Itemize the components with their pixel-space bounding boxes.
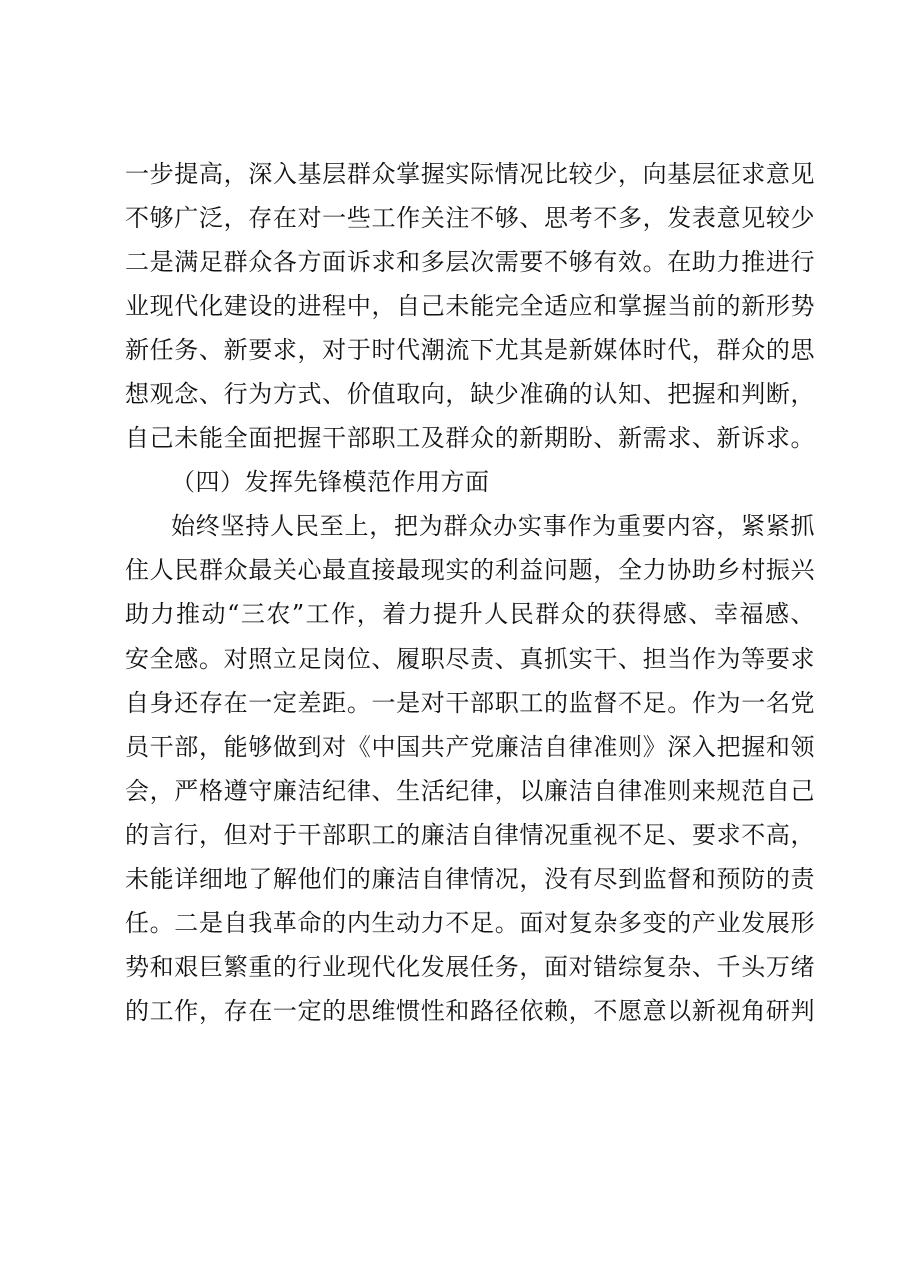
paragraph-line: 安全感。对照立足岗位、履职尽责、真抓实干、担当作为等要求 bbox=[125, 644, 815, 673]
section-heading: （四）发挥先锋模范作用方面 bbox=[171, 468, 490, 497]
paragraph-line: 一步提高，深入基层群众掌握实际情况比较少，向基层征求意见 bbox=[125, 160, 815, 188]
paragraph-line: 未能详细地了解他们的廉洁自律情况，没有尽到监督和预防的责 bbox=[125, 864, 815, 893]
paragraph-line: 新任务、新要求，对于时代潮流下尤其是新媒体时代，群众的思 bbox=[125, 336, 815, 365]
document-body bbox=[125, 152, 815, 1033]
paragraph-line: 助力推动“三农”工作，着力提升人民群众的获得感、幸福感、 bbox=[125, 600, 815, 629]
paragraph-line: 的工作，存在一定的思维惯性和路径依赖，不愿意以新视角研判 bbox=[125, 996, 815, 1025]
paragraph-line: 业现代化建设的进程中，自己未能完全适应和掌握当前的新形势 bbox=[125, 292, 815, 321]
paragraph-line: 员干部，能够做到对《中国共产党廉洁自律准则》深入把握和领 bbox=[125, 732, 815, 761]
paragraph-line: 想观念、行为方式、价值取向，缺少准确的认知、把握和判断， bbox=[125, 380, 815, 409]
paragraph-line: 的言行，但对于干部职工的廉洁自律情况重视不足、要求不高， bbox=[125, 820, 815, 849]
paragraph-line: 势和艰巨繁重的行业现代化发展任务，面对错综复杂、千头万绪 bbox=[125, 952, 815, 981]
paragraph-line: 二是满足群众各方面诉求和多层次需要不够有效。在助力推进行 bbox=[125, 248, 815, 277]
paragraph-line: 自己未能全面把握干部职工及群众的新期盼、新需求、新诉求。 bbox=[125, 424, 815, 453]
paragraph-line: 住人民群众最关心最直接最现实的利益问题，全力协助乡村振兴 bbox=[125, 556, 815, 585]
paragraph-line: 不够广泛，存在对一些工作关注不够、思考不多，发表意见较少 bbox=[125, 204, 815, 233]
paragraph-line: 自身还存在一定差距。一是对干部职工的监督不足。作为一名党 bbox=[125, 688, 815, 717]
paragraph-line: 会，严格遵守廉洁纪律、生活纪律，以廉洁自律准则来规范自己 bbox=[125, 776, 815, 805]
paragraph-line: 任。二是自我革命的内生动力不足。面对复杂多变的产业发展形 bbox=[125, 908, 815, 937]
paragraph-first-line: 始终坚持人民至上，把为群众办实事作为重要内容，紧紧抓 bbox=[171, 512, 815, 541]
